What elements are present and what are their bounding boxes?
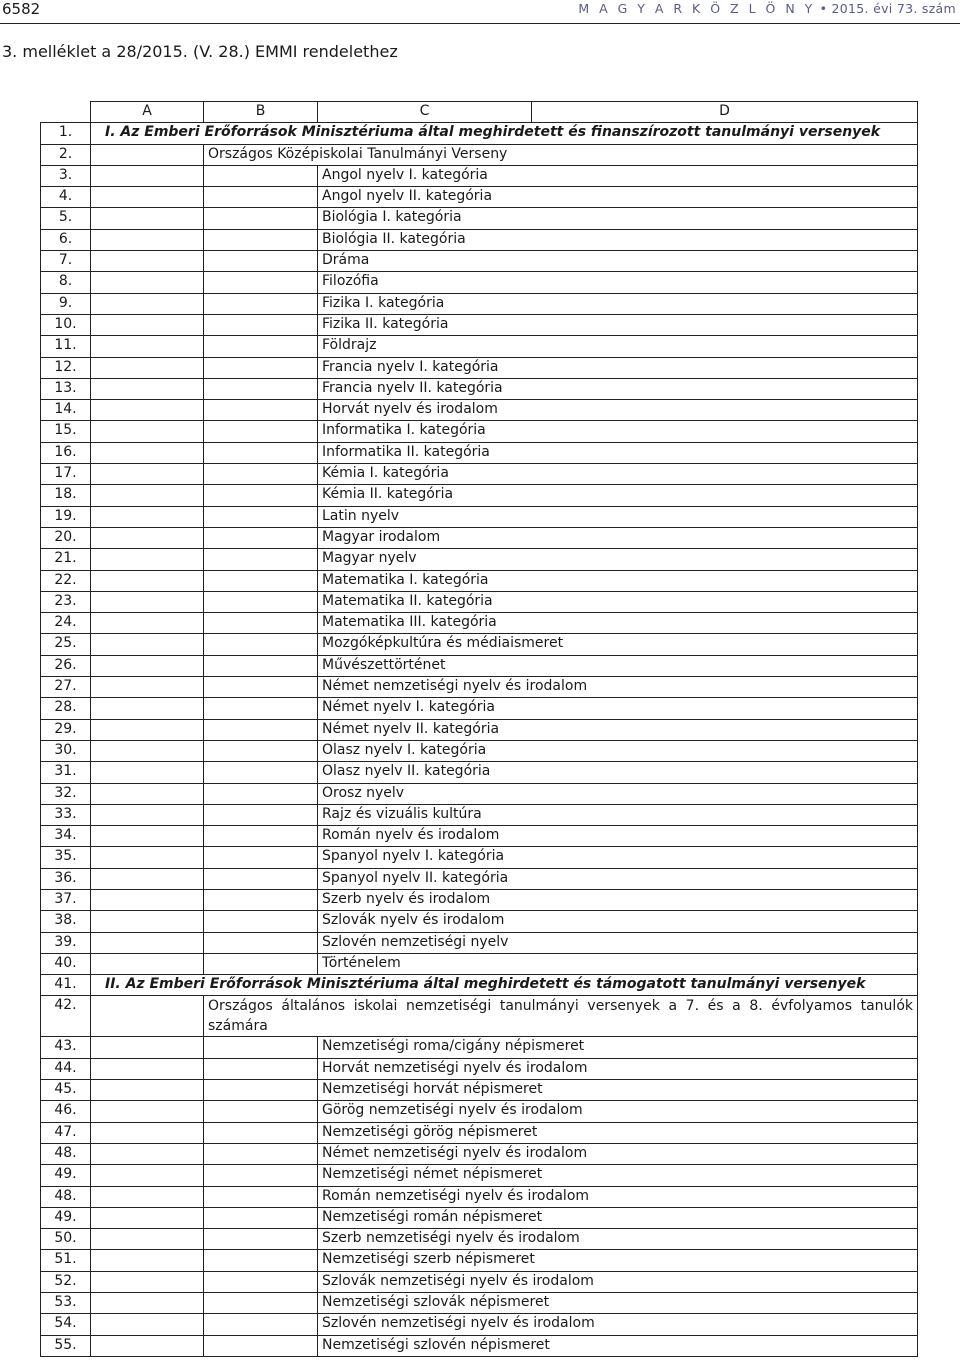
table-row	[41, 506, 918, 527]
cell-a	[91, 1250, 204, 1271]
row-number: 44.	[41, 1058, 91, 1079]
competition-name-line-2: számára	[208, 1018, 268, 1035]
row-number: 13.	[41, 378, 91, 399]
category-name: Rajz és vizuális kultúra	[318, 804, 918, 825]
cell-a	[91, 485, 204, 506]
cell-a	[91, 613, 204, 634]
table-row	[41, 953, 918, 974]
annex-title: 3. melléklet a 28/2015. (V. 28.) EMMI rendelethez	[2, 42, 398, 61]
cell-b	[204, 677, 318, 698]
cell-b	[204, 506, 318, 527]
table-row	[41, 485, 918, 506]
category-name: Matematika I. kategória	[318, 570, 918, 591]
table-row	[41, 464, 918, 485]
row-number: 27.	[41, 677, 91, 698]
category-name: Olasz nyelv I. kategória	[318, 740, 918, 761]
cell-b	[204, 591, 318, 612]
table-row	[41, 591, 918, 612]
category-name: Román nyelv és irodalom	[318, 826, 918, 847]
table-row	[41, 1101, 918, 1122]
cell-a	[91, 762, 204, 783]
cell-a	[91, 421, 204, 442]
table-row	[41, 144, 918, 165]
row-number: 14.	[41, 400, 91, 421]
cell-a	[91, 953, 204, 974]
competition-name	[204, 996, 918, 1037]
table-row	[41, 1335, 918, 1356]
category-name: Nemzetiségi roma/cigány népismeret	[318, 1037, 918, 1058]
table-row	[41, 1058, 918, 1079]
table-row	[41, 1080, 918, 1101]
row-number: 10.	[41, 314, 91, 335]
cell-a	[91, 144, 204, 165]
row-number: 3.	[41, 165, 91, 186]
cell-a	[91, 187, 204, 208]
row-number: 4.	[41, 187, 91, 208]
cell-b	[204, 826, 318, 847]
category-name: Horvát nyelv és irodalom	[318, 400, 918, 421]
cell-b	[204, 251, 318, 272]
cell-b	[204, 1037, 318, 1058]
table-row	[41, 442, 918, 463]
cell-b	[204, 1314, 318, 1335]
category-name: Spanyol nyelv II. kategória	[318, 868, 918, 889]
row-number: 11.	[41, 336, 91, 357]
category-name: Művészettörténet	[318, 655, 918, 676]
journal-name: M A G Y A R K Ö Z L Ö N Y	[578, 1, 816, 16]
table-row	[41, 1314, 918, 1335]
header-bullet: •	[819, 1, 828, 16]
table-row	[41, 762, 918, 783]
category-name: Földrajz	[318, 336, 918, 357]
row-number: 2.	[41, 144, 91, 165]
table-row	[41, 847, 918, 868]
page-header	[0, 0, 960, 22]
table-row	[41, 251, 918, 272]
cell-b	[204, 1293, 318, 1314]
table-row	[41, 677, 918, 698]
table-row	[41, 1229, 918, 1250]
row-number: 17.	[41, 464, 91, 485]
cell-a	[91, 442, 204, 463]
cell-b	[204, 1229, 318, 1250]
cell-a	[91, 740, 204, 761]
table-row	[41, 1271, 918, 1292]
cell-a	[91, 1186, 204, 1207]
cell-b	[204, 1335, 318, 1356]
category-name: Informatika II. kategória	[318, 442, 918, 463]
row-number: 55.	[41, 1335, 91, 1356]
table-row	[41, 208, 918, 229]
table-row	[41, 1207, 918, 1228]
competition-name: Országos Középiskolai Tanulmányi Verseny	[204, 144, 918, 165]
cell-a	[91, 570, 204, 591]
column-letter-a: A	[91, 102, 204, 123]
row-number: 7.	[41, 251, 91, 272]
issue-label: 2015. évi 73. szám	[831, 1, 956, 16]
category-name: Informatika I. kategória	[318, 421, 918, 442]
cell-a	[91, 506, 204, 527]
row-number: 48.	[41, 1186, 91, 1207]
category-name: Szlovák nyelv és irodalom	[318, 911, 918, 932]
category-name: Nemzetiségi román népismeret	[318, 1207, 918, 1228]
category-name: Szlovén nemzetiségi nyelv és irodalom	[318, 1314, 918, 1335]
table-row	[41, 719, 918, 740]
category-name: Román nemzetiségi nyelv és irodalom	[318, 1186, 918, 1207]
category-name: Szerb nemzetiségi nyelv és irodalom	[318, 1229, 918, 1250]
category-name: Görög nemzetiségi nyelv és irodalom	[318, 1101, 918, 1122]
category-name: Szlovák nemzetiségi nyelv és irodalom	[318, 1271, 918, 1292]
table-row	[41, 655, 918, 676]
table-row	[41, 272, 918, 293]
row-number: 28.	[41, 698, 91, 719]
cell-a	[91, 1101, 204, 1122]
table-row	[41, 123, 918, 144]
cell-b	[204, 229, 318, 250]
table-row	[41, 293, 918, 314]
row-number: 16.	[41, 442, 91, 463]
row-number: 50.	[41, 1229, 91, 1250]
competition-table-body	[41, 102, 918, 1357]
table-row	[41, 400, 918, 421]
cell-b	[204, 400, 318, 421]
cell-b	[204, 889, 318, 910]
row-number: 9.	[41, 293, 91, 314]
category-name: Spanyol nyelv I. kategória	[318, 847, 918, 868]
cell-b	[204, 1122, 318, 1143]
cell-b	[204, 208, 318, 229]
row-number: 15.	[41, 421, 91, 442]
category-name: Fizika I. kategória	[318, 293, 918, 314]
row-number: 39.	[41, 932, 91, 953]
cell-a	[91, 336, 204, 357]
cell-b	[204, 314, 318, 335]
cell-b	[204, 932, 318, 953]
cell-b	[204, 549, 318, 570]
category-name: Nemzetiségi szlovák népismeret	[318, 1293, 918, 1314]
category-name: Angol nyelv II. kategória	[318, 187, 918, 208]
category-name: Mozgóképkultúra és médiaismeret	[318, 634, 918, 655]
row-number: 51.	[41, 1250, 91, 1271]
row-number: 1.	[41, 123, 91, 144]
column-letter-b: B	[204, 102, 318, 123]
row-number: 25.	[41, 634, 91, 655]
category-name: Biológia II. kategória	[318, 229, 918, 250]
row-number: 31.	[41, 762, 91, 783]
row-number: 46.	[41, 1101, 91, 1122]
column-letter-d: D	[532, 102, 918, 123]
table-row	[41, 570, 918, 591]
row-number: 19.	[41, 506, 91, 527]
cell-a	[91, 932, 204, 953]
row-number: 49.	[41, 1165, 91, 1186]
row-number: 22.	[41, 570, 91, 591]
category-name: Orosz nyelv	[318, 783, 918, 804]
table-row	[41, 783, 918, 804]
table-row	[41, 1250, 918, 1271]
category-name: Német nyelv I. kategória	[318, 698, 918, 719]
table-row	[41, 1037, 918, 1058]
cell-b	[204, 740, 318, 761]
cell-a	[91, 889, 204, 910]
table-row	[41, 165, 918, 186]
table-row	[41, 975, 918, 996]
table-row	[41, 1165, 918, 1186]
cell-b	[204, 1058, 318, 1079]
table-row	[41, 527, 918, 548]
section-heading: I. Az Emberi Erőforrások Minisztériuma által meghirdetett és finanszírozott tanulmányi versenyek	[91, 123, 918, 144]
row-number: 6.	[41, 229, 91, 250]
cell-b	[204, 634, 318, 655]
category-name: Szlovén nemzetiségi nyelv	[318, 932, 918, 953]
category-name: Kémia II. kategória	[318, 485, 918, 506]
table-row	[41, 378, 918, 399]
cell-b	[204, 570, 318, 591]
cell-b	[204, 1271, 318, 1292]
table-row	[41, 698, 918, 719]
category-name: Biológia I. kategória	[318, 208, 918, 229]
category-name: Horvát nemzetiségi nyelv és irodalom	[318, 1058, 918, 1079]
table-row	[41, 613, 918, 634]
cell-a	[91, 698, 204, 719]
row-number: 40.	[41, 953, 91, 974]
category-name: Olasz nyelv II. kategória	[318, 762, 918, 783]
category-name: Német nemzetiségi nyelv és irodalom	[318, 1143, 918, 1164]
category-name: Matematika II. kategória	[318, 591, 918, 612]
cell-b	[204, 698, 318, 719]
cell-b	[204, 272, 318, 293]
cell-a	[91, 464, 204, 485]
cell-b	[204, 762, 318, 783]
cell-b	[204, 165, 318, 186]
row-number: 32.	[41, 783, 91, 804]
table-row	[41, 826, 918, 847]
cell-b	[204, 1207, 318, 1228]
cell-a	[91, 783, 204, 804]
cell-b	[204, 719, 318, 740]
category-name: Nemzetiségi német népismeret	[318, 1165, 918, 1186]
row-number: 43.	[41, 1037, 91, 1058]
table-row	[41, 889, 918, 910]
row-number: 30.	[41, 740, 91, 761]
row-number: 36.	[41, 868, 91, 889]
row-number: 38.	[41, 911, 91, 932]
cell-a	[91, 911, 204, 932]
column-letter-row	[41, 102, 918, 123]
row-number: 5.	[41, 208, 91, 229]
cell-a	[91, 1207, 204, 1228]
category-name: Szerb nyelv és irodalom	[318, 889, 918, 910]
row-number: 53.	[41, 1293, 91, 1314]
row-number: 42.	[41, 996, 91, 1037]
table-row	[41, 357, 918, 378]
row-number: 21.	[41, 549, 91, 570]
cell-b	[204, 783, 318, 804]
category-name: Angol nyelv I. kategória	[318, 165, 918, 186]
cell-a	[91, 357, 204, 378]
table-row	[41, 187, 918, 208]
row-number: 26.	[41, 655, 91, 676]
table-row	[41, 1122, 918, 1143]
cell-b	[204, 847, 318, 868]
table-row	[41, 740, 918, 761]
competition-name-line-1: Országos általános iskolai nemzetiségi tanulmányi versenyek a 7. és a 8. évfolyamos tanulók	[208, 998, 913, 1015]
category-name: Nemzetiségi szlovén népismeret	[318, 1335, 918, 1356]
cell-a	[91, 1037, 204, 1058]
row-number: 18.	[41, 485, 91, 506]
row-number: 20.	[41, 527, 91, 548]
cell-a	[91, 847, 204, 868]
row-number: 37.	[41, 889, 91, 910]
cell-a	[91, 208, 204, 229]
row-number: 41.	[41, 975, 91, 996]
cell-a	[91, 272, 204, 293]
cell-a	[91, 1122, 204, 1143]
cell-b	[204, 804, 318, 825]
cell-a	[91, 165, 204, 186]
column-letter-c: C	[318, 102, 532, 123]
cell-a	[91, 314, 204, 335]
cell-b	[204, 442, 318, 463]
category-name: Történelem	[318, 953, 918, 974]
cell-a	[91, 229, 204, 250]
header-divider	[0, 23, 960, 24]
cell-b	[204, 868, 318, 889]
row-number: 29.	[41, 719, 91, 740]
row-number: 45.	[41, 1080, 91, 1101]
category-name: Nemzetiségi görög népismeret	[318, 1122, 918, 1143]
category-name: Magyar nyelv	[318, 549, 918, 570]
table-row	[41, 804, 918, 825]
table-row	[41, 996, 918, 1037]
cell-b	[204, 1165, 318, 1186]
row-number: 23.	[41, 591, 91, 612]
cell-a	[91, 1293, 204, 1314]
category-name: Nemzetiségi horvát népismeret	[318, 1080, 918, 1101]
category-name: Német nyelv II. kategória	[318, 719, 918, 740]
cell-a	[91, 1165, 204, 1186]
category-name: Magyar irodalom	[318, 527, 918, 548]
row-number: 52.	[41, 1271, 91, 1292]
table-row	[41, 1186, 918, 1207]
cell-a	[91, 1229, 204, 1250]
row-number: 54.	[41, 1314, 91, 1335]
table-row	[41, 229, 918, 250]
cell-a	[91, 378, 204, 399]
row-number: 12.	[41, 357, 91, 378]
cell-b	[204, 1080, 318, 1101]
cell-a	[91, 1143, 204, 1164]
category-name: Matematika III. kategória	[318, 613, 918, 634]
category-name: Kémia I. kategória	[318, 464, 918, 485]
cell-a	[91, 1080, 204, 1101]
cell-a	[91, 996, 204, 1037]
cell-b	[204, 1143, 318, 1164]
cell-a	[91, 591, 204, 612]
cell-a	[91, 804, 204, 825]
category-name: Latin nyelv	[318, 506, 918, 527]
table-row	[41, 932, 918, 953]
competition-table	[40, 101, 918, 1357]
cell-a	[91, 251, 204, 272]
cell-a	[91, 549, 204, 570]
corner-cell	[41, 102, 91, 123]
category-name: Német nemzetiségi nyelv és irodalom	[318, 677, 918, 698]
cell-a	[91, 677, 204, 698]
cell-a	[91, 1058, 204, 1079]
cell-a	[91, 1335, 204, 1356]
category-name: Fizika II. kategória	[318, 314, 918, 335]
cell-b	[204, 1186, 318, 1207]
cell-a	[91, 634, 204, 655]
cell-a	[91, 1271, 204, 1292]
table-row	[41, 549, 918, 570]
category-name: Dráma	[318, 251, 918, 272]
cell-b	[204, 421, 318, 442]
table-row	[41, 1143, 918, 1164]
cell-a	[91, 826, 204, 847]
section-heading: II. Az Emberi Erőforrások Minisztériuma által meghirdetett és támogatott tanulmányi versenyek	[91, 975, 918, 996]
row-number: 49.	[41, 1207, 91, 1228]
row-number: 33.	[41, 804, 91, 825]
category-name: Francia nyelv II. kategória	[318, 378, 918, 399]
cell-b	[204, 613, 318, 634]
cell-a	[91, 293, 204, 314]
table-row	[41, 421, 918, 442]
row-number: 24.	[41, 613, 91, 634]
cell-b	[204, 953, 318, 974]
page-number: 6582	[2, 0, 41, 18]
table-row	[41, 1293, 918, 1314]
table-row	[41, 314, 918, 335]
cell-b	[204, 378, 318, 399]
cell-b	[204, 187, 318, 208]
category-name: Francia nyelv I. kategória	[318, 357, 918, 378]
row-number: 8.	[41, 272, 91, 293]
cell-b	[204, 527, 318, 548]
row-number: 48.	[41, 1143, 91, 1164]
cell-a	[91, 655, 204, 676]
cell-a	[91, 400, 204, 421]
category-name: Nemzetiségi szerb népismeret	[318, 1250, 918, 1271]
cell-b	[204, 655, 318, 676]
cell-b	[204, 1101, 318, 1122]
cell-b	[204, 464, 318, 485]
cell-b	[204, 1250, 318, 1271]
cell-a	[91, 527, 204, 548]
row-number: 35.	[41, 847, 91, 868]
table-row	[41, 911, 918, 932]
cell-a	[91, 868, 204, 889]
cell-a	[91, 719, 204, 740]
row-number: 34.	[41, 826, 91, 847]
cell-b	[204, 293, 318, 314]
cell-b	[204, 336, 318, 357]
row-number: 47.	[41, 1122, 91, 1143]
table-row	[41, 634, 918, 655]
cell-b	[204, 485, 318, 506]
table-row	[41, 868, 918, 889]
cell-b	[204, 357, 318, 378]
category-name: Filozófia	[318, 272, 918, 293]
cell-b	[204, 911, 318, 932]
journal-title	[578, 1, 956, 16]
table-row	[41, 336, 918, 357]
cell-a	[91, 1314, 204, 1335]
